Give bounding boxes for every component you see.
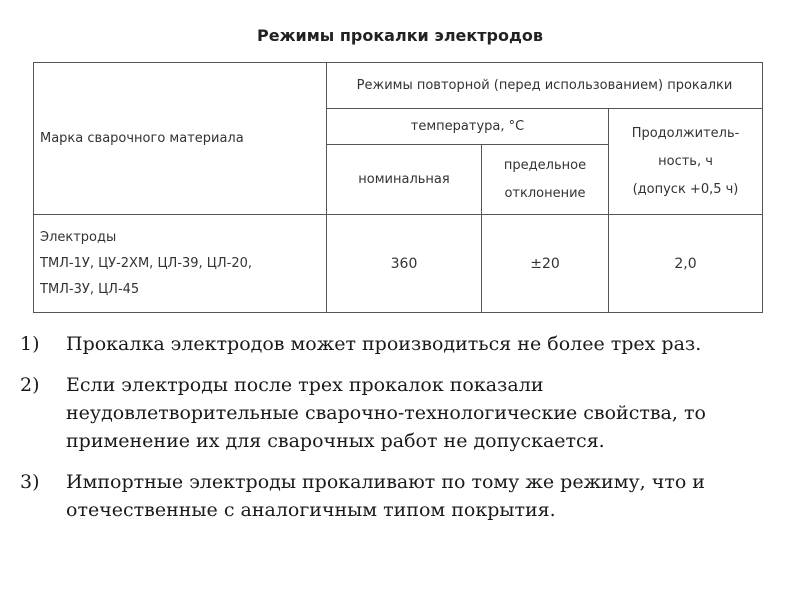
electrodes-cell bbox=[34, 215, 327, 313]
header-limit-line1: предельное bbox=[503, 157, 587, 173]
note-number: 3) bbox=[20, 471, 40, 493]
note-number: 1) bbox=[20, 333, 40, 355]
header-brand: Марка сварочного материала bbox=[34, 63, 327, 215]
header-limit bbox=[482, 145, 609, 215]
duration-value: 2,0 bbox=[609, 215, 763, 313]
note-item bbox=[20, 371, 780, 455]
electrodes-line1: Электроды bbox=[40, 229, 117, 245]
note-item bbox=[20, 468, 780, 524]
note-text: Если электроды после трех прокалок показали неудовлетворительные сварочно-технологические свойства, то применение их для сварочных работ не допускается. bbox=[66, 374, 706, 452]
note-number: 2) bbox=[20, 374, 40, 396]
page-title: Режимы прокалки электродов bbox=[256, 26, 543, 45]
header-duration-line2: ность, ч bbox=[658, 153, 713, 169]
header-nominal: номинальная bbox=[327, 145, 482, 215]
header-temperature: температура, °С bbox=[327, 109, 609, 145]
header-modes: Режимы повторной (перед использованием) прокалки bbox=[327, 63, 763, 109]
header-duration bbox=[609, 109, 763, 215]
nominal-value: 360 bbox=[327, 215, 482, 313]
deviation-value: ±20 bbox=[482, 215, 609, 313]
note-item bbox=[20, 330, 780, 358]
header-duration-line3: (допуск +0,5 ч) bbox=[632, 181, 739, 197]
electrodes-line2: ТМЛ-1У, ЦУ-2ХМ, ЦЛ-39, ЦЛ-20, bbox=[40, 255, 253, 271]
note-text: Импортные электроды прокаливают по тому же режиму, что и отечественные с аналогичным типом покрытия. bbox=[66, 471, 705, 521]
header-duration-line1: Продолжитель- bbox=[631, 125, 740, 141]
notes-list bbox=[20, 330, 780, 537]
baking-modes-table bbox=[33, 62, 763, 313]
note-text: Прокалка электродов может производиться не более трех раз. bbox=[66, 333, 702, 355]
electrodes-line3: ТМЛ-3У, ЦЛ-45 bbox=[40, 281, 140, 297]
header-limit-line2: отклонение bbox=[504, 185, 586, 201]
